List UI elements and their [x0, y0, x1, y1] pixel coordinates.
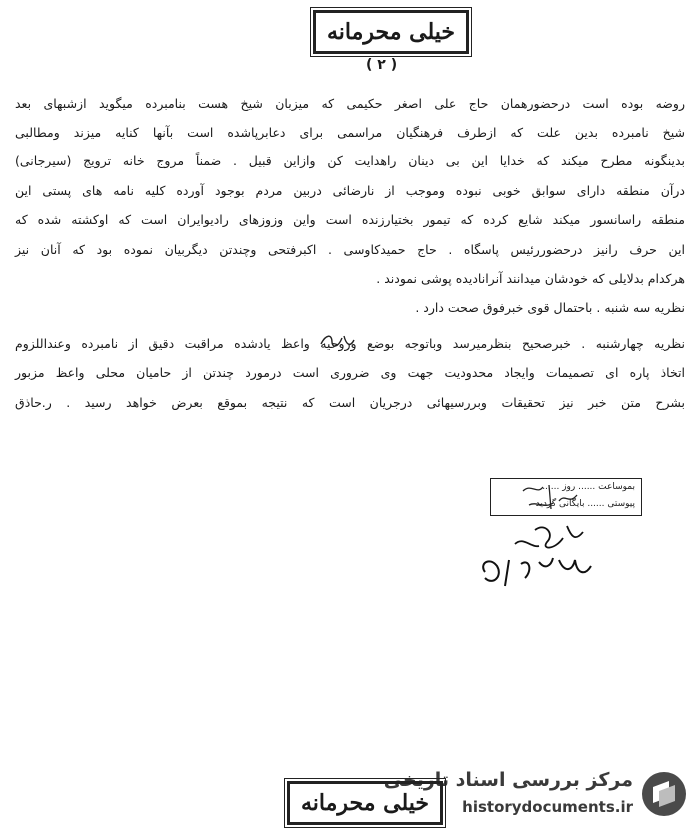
note-row: بموساعت ...... روز ...... [542, 482, 635, 492]
text-line: شیخ نامبرده بدین علت که ازطرف فرهنگیان مراسمی برای دعابرپاشده است بآنها کنایه میزند ومطالبی [15, 125, 685, 140]
note-row: پیوستی ...... بایگانی گردید [535, 499, 635, 509]
text-line: این حرف رانیز درحضوررئیس پاسگاه . حاج حمیدکاوسی . اکبرفتحی وچندتن دیگربیان نموده بود که آنان نیز [15, 242, 685, 257]
handwritten-signature [475, 520, 605, 592]
text-line: اتخاذ پاره ای تصمیمات وایجاد محدودیت جهت وی ضروری است درمورد چندتن از حامیان محلی واعظ مزبور [15, 365, 685, 380]
inline-signature [318, 330, 356, 352]
opinion-tuesday: نظریه سه شنبه . باحتمال قوی خبرفوق صحت دارد . [415, 300, 685, 315]
watermark-site: historydocuments.ir [462, 798, 633, 816]
archive-logo-icon [639, 769, 689, 819]
text-line: روضه بوده است درحضورهمان حاج علی اصغر حکیمی که میزبان شیخ هست بنامبرده میگوید ازشبهای بعد [15, 96, 685, 111]
text-line: منطقه راسانسور میکند شایع کرده که تیمور بختیارزنده است واین وزوزهای رادیوایران است که اوکشته شده که [15, 212, 685, 227]
bottom-classification-stamp: خیلی محرمانه [287, 781, 443, 825]
text-line: بدینگونه مطرح میکند که خدایا این بی دینان راهدایت کن وازاین قبیل . ضمناً مروج خانه ترویج (سیرجانی) [15, 153, 685, 168]
text-line: درآن منطقه دارای سوابق خوبی نبوده وموجب از نارضائی دربین مردم بوجود آورده کلیه نامه های پستی این [15, 183, 685, 198]
archive-watermark [383, 763, 695, 825]
top-classification-stamp: خیلی محرمانه [313, 10, 469, 54]
watermark-title: مرکز بررسی اسناد تاریخی [383, 769, 633, 791]
opinion-wednesday: نظریه چهارشنبه . خبرصحیح بنظرمیرسد وباتوجه بوضع وروحیه واعظ یادشده مراقبت دقیق از نامبرده وعنداللزوم [15, 336, 685, 351]
text-line: بشرح متن خبر نیز تحقیقات وبررسیهائی درجریان است که نتیجه بموقع بعرض خواهد رسید . ر.حاذق [15, 395, 685, 410]
page-number: ( ۲ ) [366, 57, 398, 73]
note-scribble [519, 481, 589, 513]
archive-note-box [490, 478, 642, 516]
text-line: هرکدام بدلایلی که خودشان میدانند آنرانادیده پوشی نمودند . [376, 271, 685, 286]
